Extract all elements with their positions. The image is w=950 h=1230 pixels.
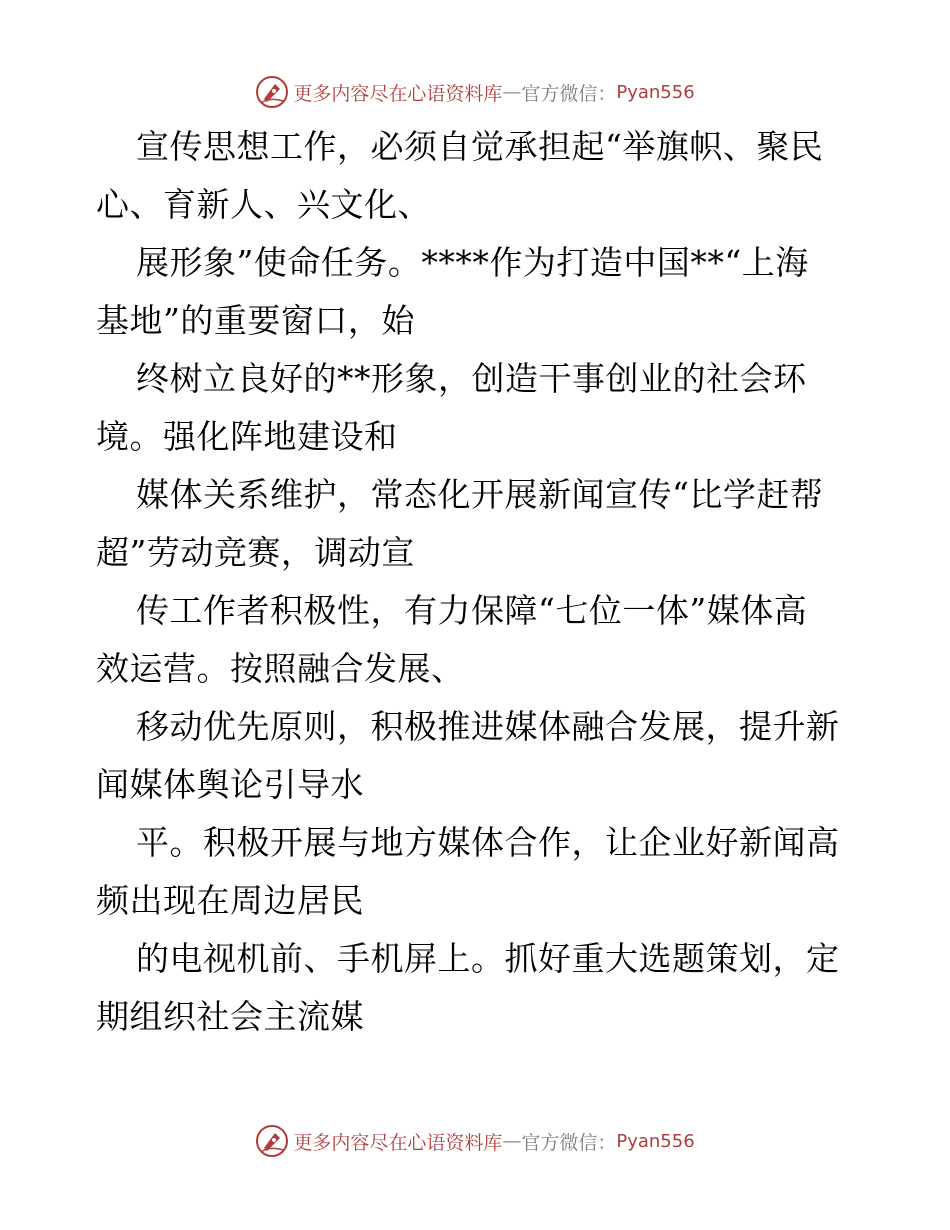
header-separator: — <box>502 81 522 103</box>
document-body <box>96 118 856 1046</box>
paragraph-line: 心、育新人、兴文化、 <box>96 185 431 224</box>
paragraph <box>96 930 856 1046</box>
paragraph-line: 的电视机前、手机屏上。抓好重大选题策划，定 <box>136 939 840 978</box>
paragraph-line: 效运营。按照融合发展、 <box>96 649 465 688</box>
paragraph-line: 基地”的重要窗口，始 <box>96 301 415 340</box>
header-wechat-label: 官方微信： <box>521 82 617 105</box>
paragraph <box>96 698 856 814</box>
paragraph-line: 终树立良好的**形象，创造干事创业的社会环 <box>136 359 807 398</box>
paragraph-line: 媒体关系维护，常态化开展新闻宣传“比学赶帮 <box>136 475 824 514</box>
pen-nib-logo-icon <box>255 75 289 109</box>
pen-nib-logo-icon <box>255 1124 289 1158</box>
paragraph-line: 期组织社会主流媒 <box>96 997 364 1036</box>
header-wechat-id: Pyan556 <box>616 81 695 103</box>
footer-site-name: 更多内容尽在心语资料库 <box>293 1131 503 1154</box>
paragraph-line: 展形象”使命任务。****作为打造中国**“上海 <box>136 243 809 282</box>
paragraph <box>96 466 856 582</box>
paragraph-line: 闻媒体舆论引导水 <box>96 765 364 804</box>
paragraph-line: 平。积极开展与地方媒体合作，让企业好新闻高 <box>136 823 840 862</box>
header-watermark <box>0 72 950 112</box>
paragraph <box>96 350 856 466</box>
paragraph-line: 宣传思想工作，必须自觉承担起“举旗帜、聚民 <box>136 127 824 166</box>
paragraph-line: 传工作者积极性，有力保障“七位一体”媒体高 <box>136 591 808 630</box>
header-site-name: 更多内容尽在心语资料库 <box>293 82 503 105</box>
paragraph-line: 移动优先原则，积极推进媒体融合发展，提升新 <box>136 707 840 746</box>
paragraph <box>96 118 856 234</box>
paragraph <box>96 234 856 350</box>
paragraph-line: 超”劳动竞赛，调动宣 <box>96 533 415 572</box>
paragraph-line: 境。强化阵地建设和 <box>96 417 398 456</box>
paragraph <box>96 814 856 930</box>
footer-separator: — <box>502 1130 522 1152</box>
footer-wechat-id: Pyan556 <box>616 1130 695 1152</box>
footer-wechat-label: 官方微信： <box>521 1131 617 1154</box>
paragraph <box>96 582 856 698</box>
paragraph-line: 频出现在周边居民 <box>96 881 364 920</box>
footer-watermark <box>0 1121 950 1161</box>
